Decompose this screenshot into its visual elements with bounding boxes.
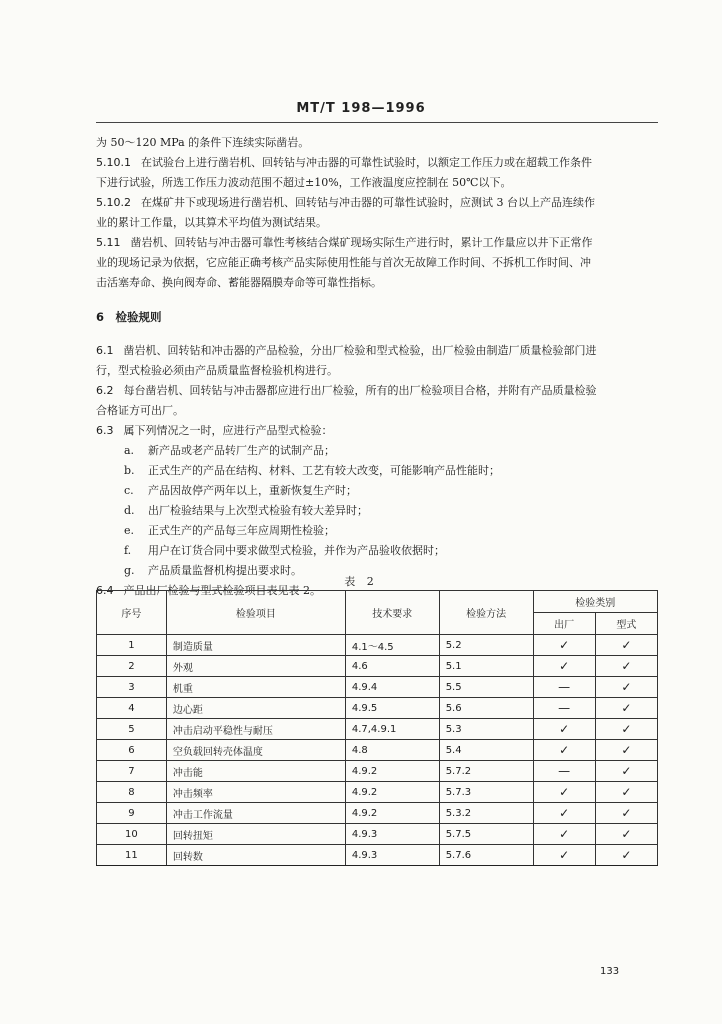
cell-req: 4.9.2 (345, 761, 439, 782)
cell-req: 4.6 (345, 656, 439, 677)
cell-factory: ✓ (533, 719, 595, 740)
list-item (96, 521, 658, 541)
list-label: c. (124, 484, 134, 497)
cell-factory: ✓ (533, 740, 595, 761)
list-text: 产品因故停产两年以上，重新恢复生产时； (148, 484, 357, 497)
cell-item: 冲击启动平稳性与耐压 (166, 719, 345, 740)
table-row (97, 719, 658, 740)
cell-item: 冲击频率 (166, 782, 345, 803)
cell-method: 5.3 (439, 719, 533, 740)
cell-item: 空负载回转壳体温度 (166, 740, 345, 761)
cell-item: 机重 (166, 677, 345, 698)
list-text: 正式生产的产品每三年应周期性检验； (148, 524, 335, 537)
cell-req: 4.7,4.9.1 (345, 719, 439, 740)
header-type: 型式 (595, 613, 657, 635)
list-text: 正式生产的产品在结构、材料、工艺有较大改变，可能影响产品性能时； (148, 464, 500, 477)
cell-factory: — (533, 761, 595, 782)
cell-req: 4.1～4.5 (345, 635, 439, 656)
list-label: f. (124, 544, 132, 557)
table-row (97, 803, 658, 824)
header-rule (96, 122, 658, 123)
cell-no: 7 (97, 761, 167, 782)
cell-req: 4.9.3 (345, 845, 439, 866)
cell-type: ✓ (595, 782, 657, 803)
cell-method: 5.2 (439, 635, 533, 656)
clause-number: 5.10.2 (96, 196, 131, 209)
cell-item: 回转扭矩 (166, 824, 345, 845)
clause-text: 每台凿岩机、回转钻与冲击器都应进行出厂检验，所有的出厂检验项目合格，并附有产品质量检验 (123, 384, 597, 397)
cell-no: 11 (97, 845, 167, 866)
cell-type: ✓ (595, 677, 657, 698)
cell-factory: — (533, 677, 595, 698)
list-item (96, 501, 658, 521)
cell-type: ✓ (595, 719, 657, 740)
cell-type: ✓ (595, 803, 657, 824)
cell-method: 5.3.2 (439, 803, 533, 824)
clause-text: 属下列情况之一时，应进行产品型式检验： (123, 424, 333, 437)
table-row (97, 845, 658, 866)
cell-req: 4.9.5 (345, 698, 439, 719)
cell-factory: ✓ (533, 782, 595, 803)
paragraph-continuation: 为 50～120 MPa 的条件下连续实际凿岩。 (96, 136, 310, 149)
section-title: 6 检验规则 (96, 310, 162, 324)
cell-method: 5.7.3 (439, 782, 533, 803)
list-label: g. (124, 564, 135, 577)
header-item: 检验项目 (166, 591, 345, 635)
cell-item: 回转数 (166, 845, 345, 866)
cell-item: 冲击能 (166, 761, 345, 782)
cell-method: 5.5 (439, 677, 533, 698)
clause-5-11-line3: 击活塞寿命、换向阀寿命、蓄能器隔膜寿命等可靠性指标。 (96, 276, 382, 289)
header-requirement: 技术要求 (345, 591, 439, 635)
clause-5-11 (96, 233, 658, 253)
cell-req: 4.9.3 (345, 824, 439, 845)
cell-factory: ✓ (533, 656, 595, 677)
cell-item: 冲击工作流量 (166, 803, 345, 824)
list-text: 出厂检验结果与上次型式检验有较大差异时； (148, 504, 368, 517)
cell-type: ✓ (595, 740, 657, 761)
cell-no: 9 (97, 803, 167, 824)
page-number: 133 (600, 966, 620, 977)
cell-type: ✓ (595, 845, 657, 866)
cell-type: ✓ (595, 635, 657, 656)
cell-no: 8 (97, 782, 167, 803)
header-category: 检验类别 (533, 591, 657, 613)
cell-type: ✓ (595, 656, 657, 677)
table-row (97, 677, 658, 698)
clause-text: 凿岩机、回转钻和冲击器的产品检验，分出厂检验和型式检验，出厂检验由制造厂质量检验部门进 (123, 344, 597, 357)
cell-factory: — (533, 698, 595, 719)
cell-no: 5 (97, 719, 167, 740)
table-row (97, 656, 658, 677)
clause-number: 5.11 (96, 236, 121, 249)
body-text (96, 133, 658, 601)
list-label: b. (124, 464, 135, 477)
cell-factory: ✓ (533, 845, 595, 866)
inspection-table (96, 590, 658, 866)
clause-number: 5.10.1 (96, 156, 131, 169)
clause-text: 在试验台上进行凿岩机、回转钻与冲击器的可靠性试验时，以额定工作压力或在超载工作条件 (141, 156, 592, 169)
cell-no: 4 (97, 698, 167, 719)
clause-text: 产品出厂检验与型式检验项目表见表 2。 (123, 584, 321, 597)
cell-method: 5.4 (439, 740, 533, 761)
table-row (97, 698, 658, 719)
cell-req: 4.9.2 (345, 782, 439, 803)
cell-method: 5.6 (439, 698, 533, 719)
cell-no: 3 (97, 677, 167, 698)
header-seq: 序号 (97, 591, 167, 635)
cell-type: ✓ (595, 824, 657, 845)
cell-method: 5.7.6 (439, 845, 533, 866)
cell-method: 5.7.5 (439, 824, 533, 845)
cell-no: 6 (97, 740, 167, 761)
clause-6-1-line2: 行，型式检验必须由产品质量监督检验机构进行。 (96, 364, 338, 377)
clause-5-10-1 (96, 153, 658, 173)
header-factory: 出厂 (533, 613, 595, 635)
list-label: e. (124, 524, 135, 537)
list-text: 新产品或老产品转厂生产的试制产品； (148, 444, 335, 457)
list-item (96, 541, 658, 561)
list-label: a. (124, 444, 135, 457)
clause-6-3 (96, 421, 658, 441)
clause-number: 6.1 (96, 344, 114, 357)
table-row (97, 635, 658, 656)
cell-no: 1 (97, 635, 167, 656)
clause-5-10-1-line2: 下进行试验，所选工作压力波动范围不超过±10%，工作液温度应控制在 50℃以下。 (96, 176, 512, 189)
table-row (97, 782, 658, 803)
clause-number: 6.3 (96, 424, 114, 437)
clause-5-11-line2: 业的现场记录为依据，它应能正确考核产品实际使用性能与首次无故障工作时间、不拆机工作时间、冲 (96, 256, 591, 269)
cell-type: ✓ (595, 761, 657, 782)
clause-6-2 (96, 381, 658, 401)
cell-no: 2 (97, 656, 167, 677)
cell-factory: ✓ (533, 803, 595, 824)
cell-req: 4.8 (345, 740, 439, 761)
cell-item: 外观 (166, 656, 345, 677)
table-row (97, 740, 658, 761)
table-row (97, 761, 658, 782)
list-text: 用户在订货合同中要求做型式检验，并作为产品验收依据时； (148, 544, 445, 557)
table-caption: 表 2 (344, 575, 378, 588)
cell-method: 5.7.2 (439, 761, 533, 782)
list-item (96, 441, 658, 461)
clause-text: 凿岩机、回转钻与冲击器可靠性考核结合煤矿现场实际生产进行时，累计工作量应以井下正常作 (130, 236, 593, 249)
clause-6-2-line2: 合格证方可出厂。 (96, 404, 184, 417)
page-header: MT/T 198—1996 (296, 101, 426, 116)
list-label: d. (124, 504, 135, 517)
cell-factory: ✓ (533, 635, 595, 656)
list-item (96, 461, 658, 481)
cell-req: 4.9.4 (345, 677, 439, 698)
cell-factory: ✓ (533, 824, 595, 845)
clause-5-10-2-line2: 业的累计工作量，以其算术平均值为测试结果。 (96, 216, 327, 229)
cell-type: ✓ (595, 698, 657, 719)
cell-method: 5.1 (439, 656, 533, 677)
clause-number: 6.2 (96, 384, 114, 397)
list-text: 产品质量监督机构提出要求时。 (148, 564, 302, 577)
cell-item: 边心距 (166, 698, 345, 719)
clause-number: 6.4 (96, 584, 114, 597)
table-row (97, 824, 658, 845)
header-method: 检验方法 (439, 591, 533, 635)
cell-no: 10 (97, 824, 167, 845)
clause-5-10-2 (96, 193, 658, 213)
cell-req: 4.9.2 (345, 803, 439, 824)
clause-6-1 (96, 341, 658, 361)
cell-item: 制造质量 (166, 635, 345, 656)
clause-text: 在煤矿井下或现场进行凿岩机、回转钻与冲击器的可靠性试验时，应测试 3 台以上产品连续作 (141, 196, 595, 209)
list-item (96, 481, 658, 501)
